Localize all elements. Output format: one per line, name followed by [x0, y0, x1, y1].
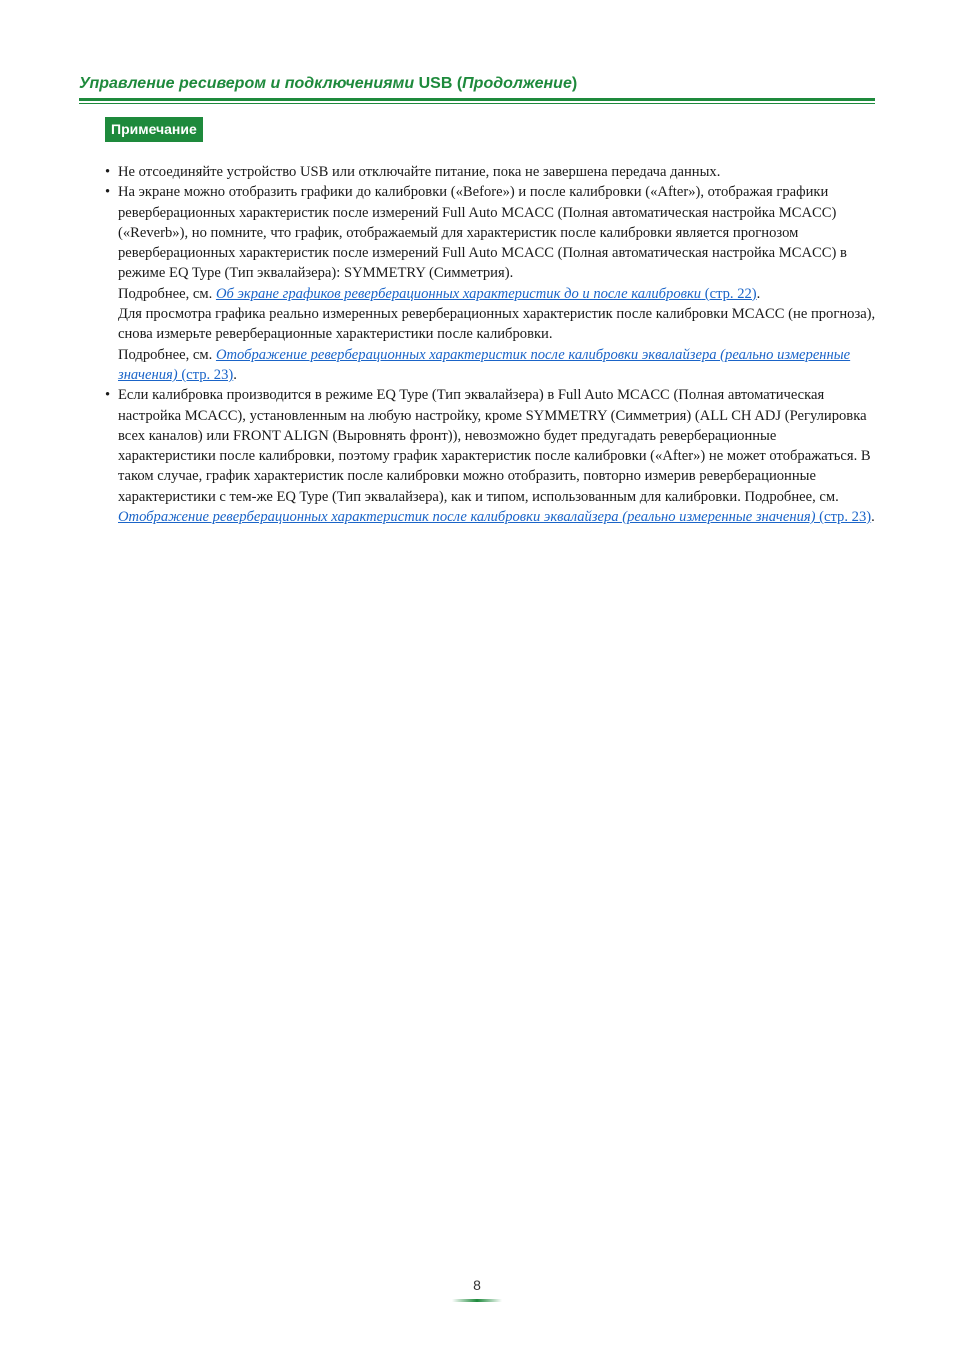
header-rule-thick: [79, 98, 875, 101]
note-item-2: [104, 182, 876, 385]
link-reverb-graph-screen[interactable]: [216, 286, 757, 302]
link-text: Об экране графиков реверберационных характеристик до и после калибровки: [215, 285, 702, 302]
note-3-text: Если калибровка производится в режиме EQ Type (Тип эквалайзера) в Full Auto MCACC (Полная автоматическая настройка MCACC), установленным на любую настройку, кроме SYMMETRY (Симметрия) (ALL CH ADJ (Регулировка всех каналов) или FRONT ALIGN (Выровнять фронт)), невозможно будет предугадать реверберационные характеристики после калибровки, поэтому график характеристик после калибровки («After») не может отображаться. В таком случае, график характеристик после калибровки можно отобразить, повторно измерив реверберационные характеристики с тем-же EQ Type (Тип эквалайзера), как и типом, использованным для калибровки. Подробнее, см.: [118, 387, 871, 505]
note-item-3: [104, 385, 876, 527]
header-title-usb: USB: [418, 75, 453, 92]
link-text: Отображение реверберационных характеристик после калибровки эквалайзера (реально измеренные значения): [118, 346, 851, 383]
page-number-underline: [452, 1299, 502, 1302]
ref-suffix: .: [756, 285, 761, 302]
header-title-paren-close: ): [571, 75, 578, 92]
note-item-1: [104, 162, 876, 182]
note-label: Примечание: [105, 117, 203, 142]
link-text: Отображение реверберационных характеристик после калибровки эквалайзера (реально измеренные значения): [118, 509, 816, 526]
ref-suffix: .: [233, 366, 237, 383]
header-title-continued: Продолжение: [462, 75, 572, 92]
link-page: (стр. 23): [815, 509, 872, 526]
link-page: (стр. 23): [177, 366, 234, 383]
note-1-text: Не отсоединяйте устройство USB или отключайте питание, пока не завершена передача данных.: [118, 164, 721, 180]
page-header: [79, 74, 875, 104]
note-2-reference-2: [118, 345, 876, 386]
page-number: 8: [473, 1277, 481, 1293]
notes-list: [104, 162, 876, 527]
ref-suffix: .: [871, 509, 875, 526]
header-rule-thin: [79, 103, 875, 104]
ref-prefix: Подробнее, см.: [118, 346, 216, 363]
note-2-text-1: • На экране можно отобразить графики до калибровки («Before») и после калибровки («After»), отображая графики реверберационных характеристик после измерений Full Auto MCACC (Полная автоматическая настройка MCACC) («Reverb»), но помните, что график, отображаемый для характеристик после калибровки является прогнозом реверберационных характеристик после измерений Full Auto MCACC (Полная автоматическая настройка MCACC) в режиме EQ Type (Тип эквалайзера): SYMMETRY (Симметрия).: [118, 184, 847, 282]
header-title-main: Управление ресивером и подключениями: [79, 75, 419, 92]
ref-prefix: Подробнее, см.: [118, 285, 216, 302]
header-title-paren-open: (: [452, 75, 463, 92]
link-reverb-after-eq-2[interactable]: [118, 509, 871, 525]
note-2-text-2: Для просмотра графика реально измеренных реверберационных характеристик после калибровки MCACC (не прогноза), снова измерьте реверберационные характеристики после калибровки.: [118, 306, 876, 343]
header-title: [79, 74, 875, 94]
link-reverb-after-eq[interactable]: [118, 347, 850, 383]
link-page: (стр. 22): [701, 285, 757, 302]
note-2-reference-1: [118, 284, 876, 304]
